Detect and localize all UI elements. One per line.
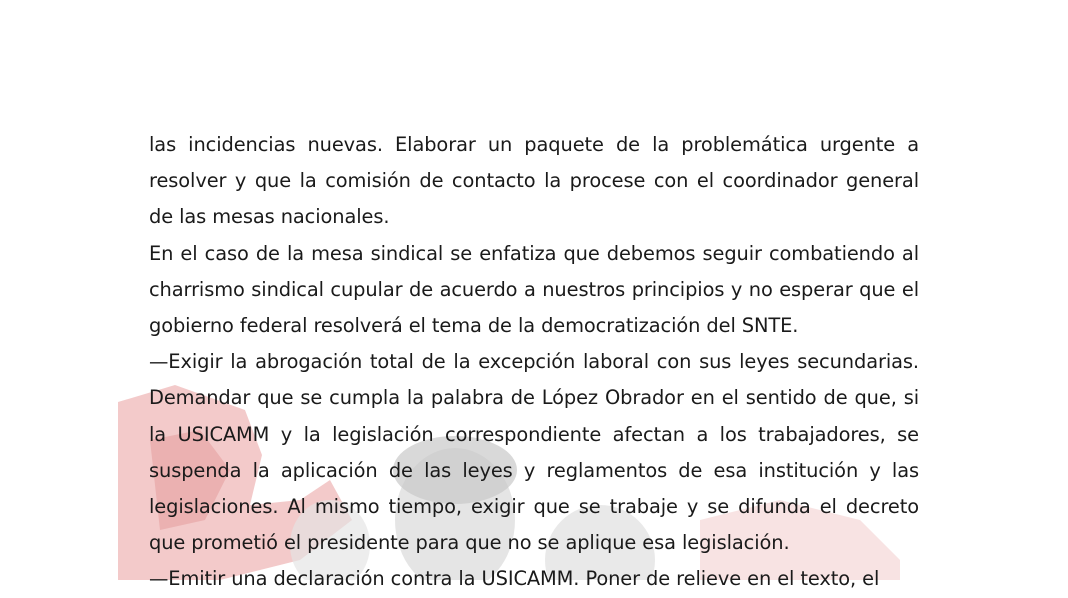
paragraph-2: En el caso de la mesa sindical se enfatiza que debemos seguir combatiendo al charrismo sindical cupular de acuerdo a nuestros principios y no esperar que el gobierno federal resolverá el tema de la democratización del SNTE.: [149, 241, 919, 338]
document-body: [149, 127, 919, 598]
paragraph-1: las incidencias nuevas. Elaborar un paquete de la problemática urgente a resolver y que la comisión de contacto la procese con el coordinador general de las mesas nacionales.: [149, 133, 919, 229]
paragraph-3: —Exigir la abrogación total de la excepción laboral con sus leyes secundarias. Demandar que se cumpla la palabra de López Obrador en el sentido de que, si la USICAMM y la legislación correspondiente afectan a los trabajadores, se suspenda la aplicación de las leyes y reglamentos de esa institución y las legislaciones. Al mismo tiempo, exigir que se trabaje y se difunda el decreto que prometió el presidente para que no se aplique esa legislación.: [149, 350, 919, 555]
paragraph-4: —Emitir una declaración contra la USICAMM. Poner de relieve en el texto, el: [149, 567, 880, 591]
